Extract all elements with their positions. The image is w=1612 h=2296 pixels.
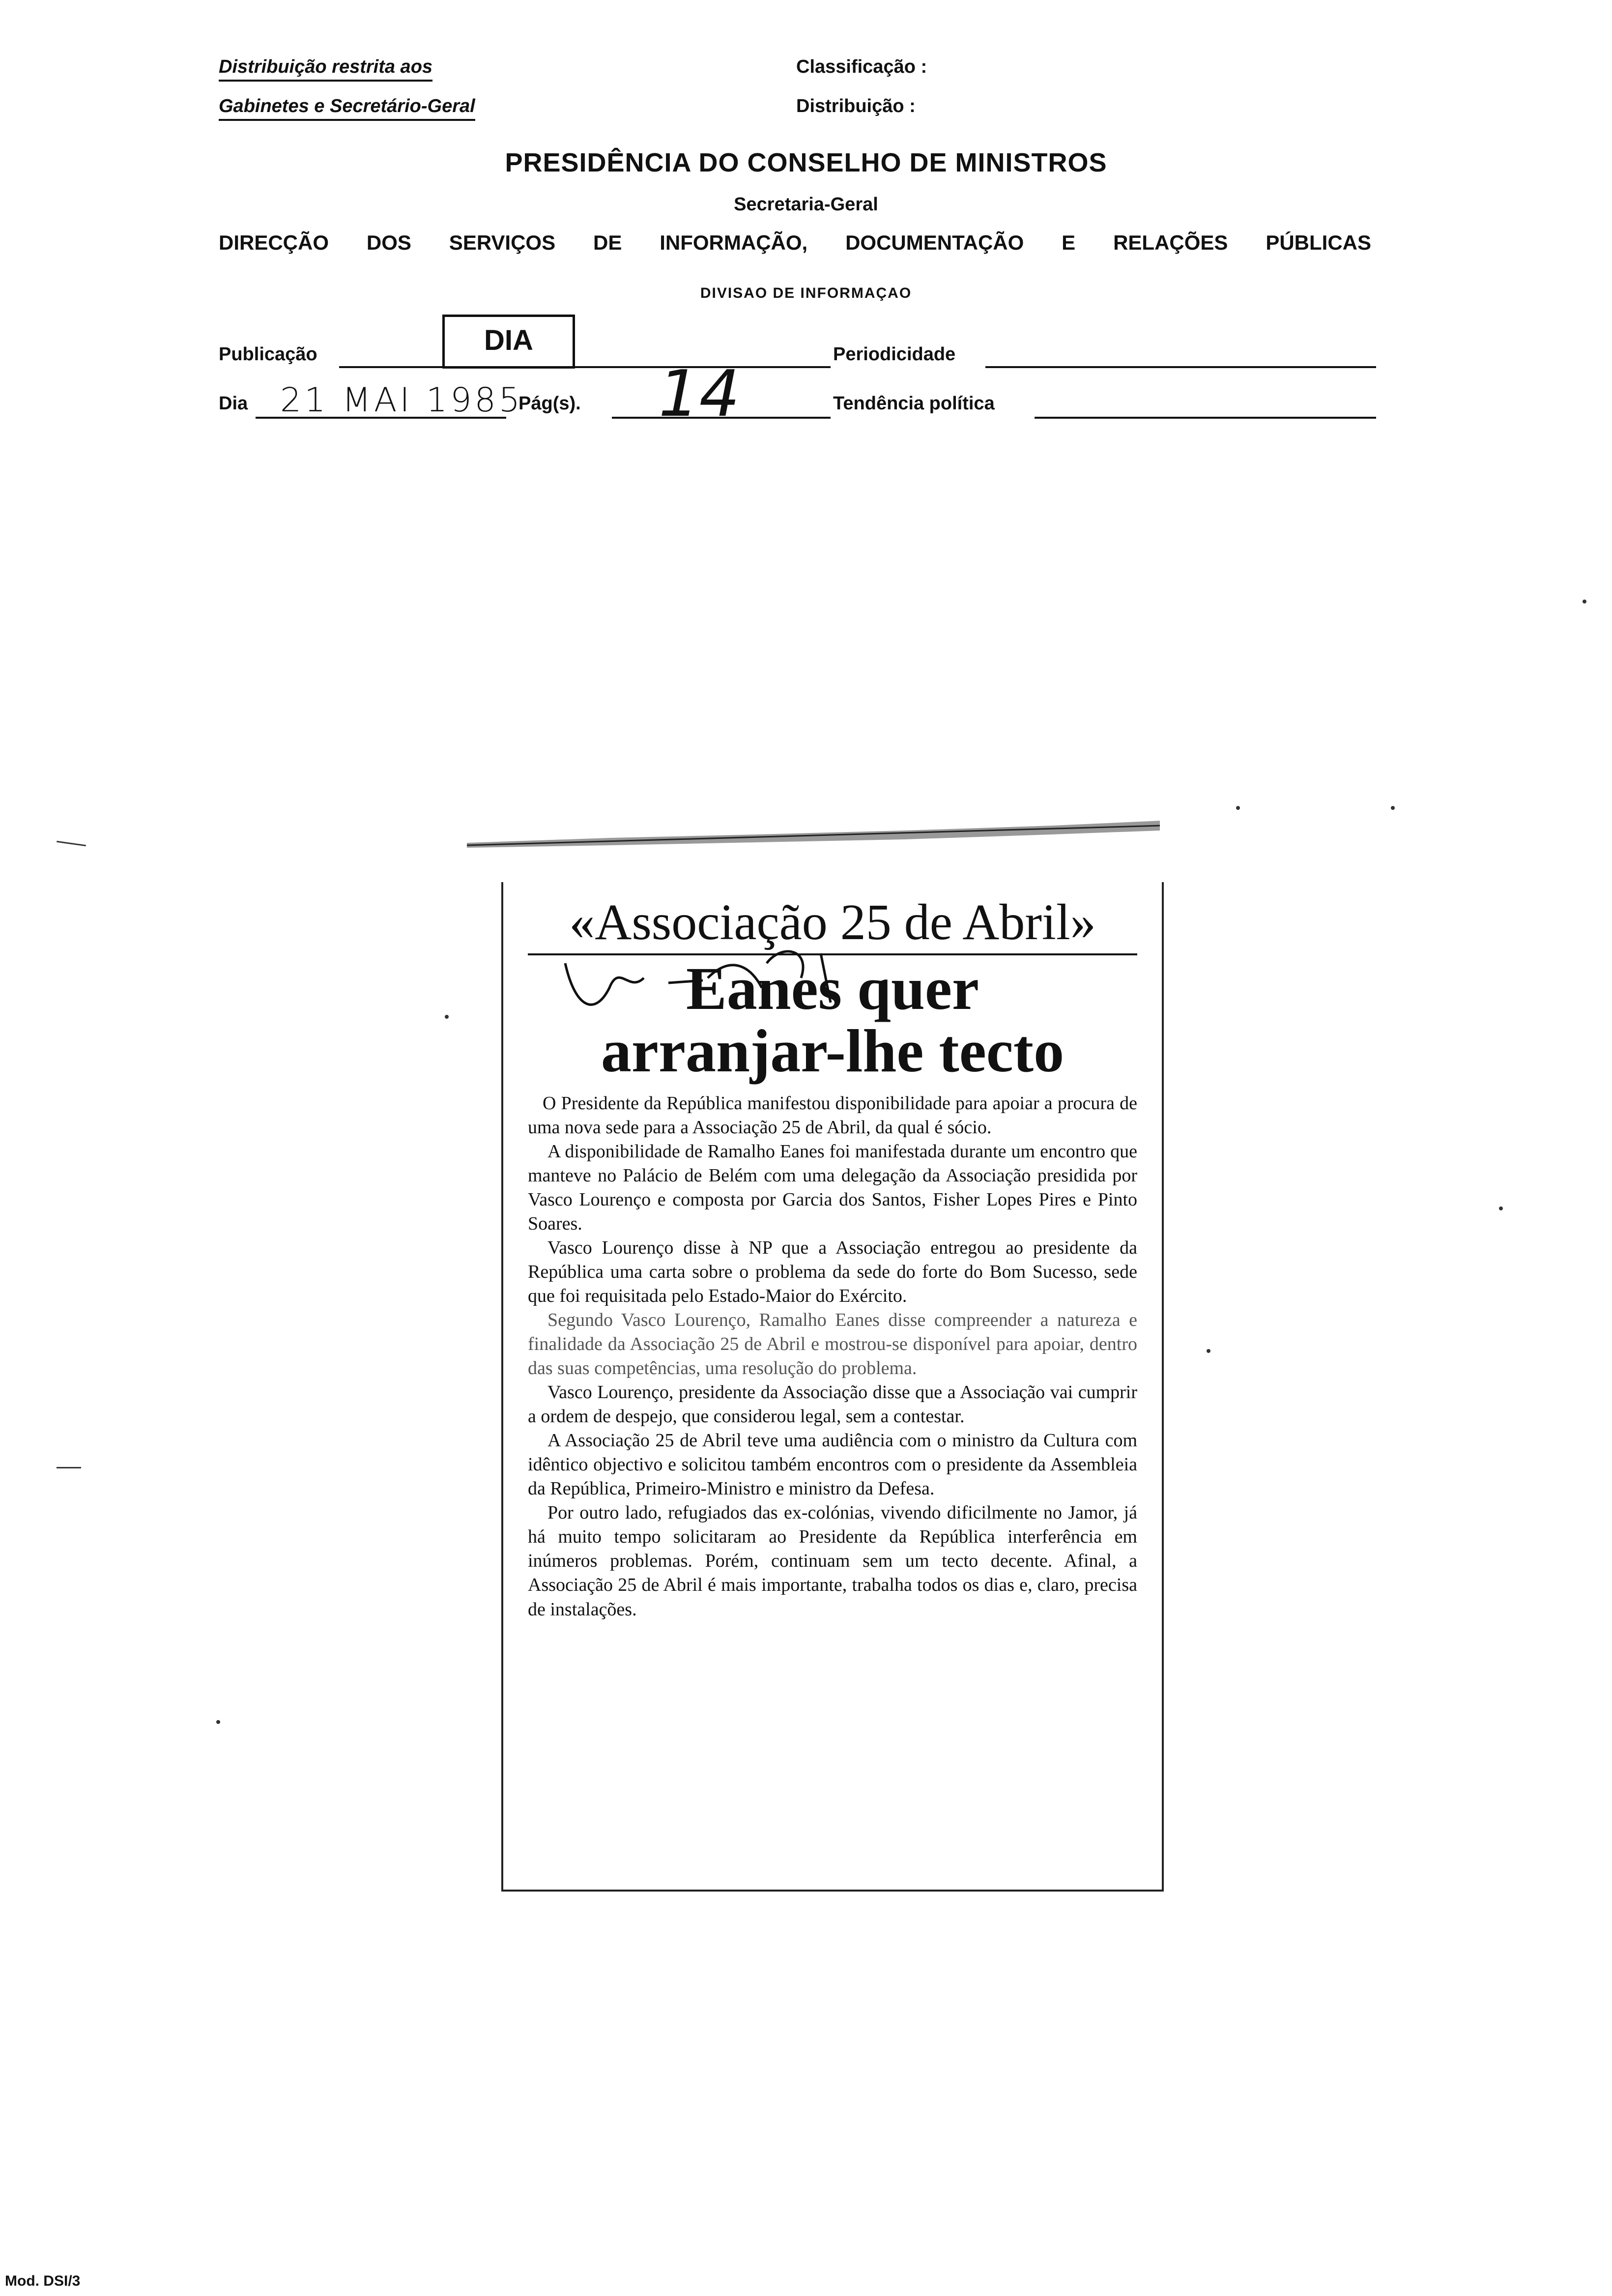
pages-label: Pág(s). [518, 393, 581, 414]
scan-speck [216, 1720, 220, 1724]
article-paragraph: A Associação 25 de Abril teve uma audiência com o ministro da Cultura com idêntico objectivo e solicitou também encontros com o presidente da Assembleia da República, Primeiro-Ministro e ministro da Defesa. [528, 1430, 1137, 1499]
classification-label: Classificação : [796, 57, 927, 77]
article-headline-line1: Eanes quer [686, 955, 979, 1023]
division-label: DIVISAO DE INFORMAÇAO [700, 285, 912, 301]
form-code: Mod. DSI/3 [5, 2273, 81, 2289]
scan-speck [1391, 806, 1395, 810]
article-paragraph: Por outro lado, refugiados das ex-colónias, vivendo dificilmente no Jamor, já há muito tempo solicitaram ao Presidente da República interferência em inúmeros problemas. Porém, continuam sem um tecto decente. Afinal, a Associação 25 de Abril é mais importante, trabalha todos os dias e, claro, precisa de instalações. [528, 1502, 1137, 1620]
article-body [528, 1091, 1137, 1621]
clipping-torn-edge [462, 811, 1175, 850]
restricted-distribution-line1: Distribuição restrita aos [219, 57, 432, 82]
article-paragraph: Vasco Lourenço, presidente da Associação disse que a Associação vai cumprir a ordem de despejo, que considerou legal, sem a contestar. [528, 1382, 1137, 1427]
periodicity-label: Periodicidade [833, 344, 956, 365]
newspaper-clipping [501, 882, 1164, 1892]
article-paragraph: Segundo Vasco Lourenço, Ramalho Eanes disse compreender a natureza e finalidade da Associação 25 de Abril e mostrou-se disponível para apoiar, dentro das suas competências, uma resolução do problema. [528, 1310, 1137, 1379]
direction-line: DIRECÇÃO DOS SERVIÇOS DE INFORMAÇÃO, DOCUMENTAÇÃO E RELAÇÕES PÚBLICAS [219, 231, 1371, 254]
day-stamp: 21 MAI 1985 [280, 381, 523, 420]
scan-speck [1499, 1206, 1503, 1210]
scan-speck [1236, 806, 1240, 810]
scan-mark [57, 1467, 81, 1468]
tendency-label: Tendência política [833, 393, 995, 414]
distribution-label: Distribuição : [796, 96, 916, 116]
publication-label: Publicação [219, 344, 317, 365]
tendency-line [1035, 417, 1376, 419]
org-title: PRESIDÊNCIA DO CONSELHO DE MINISTROS [505, 148, 1107, 177]
scan-speck [1583, 600, 1586, 603]
restricted-distribution-line2: Gabinetes e Secretário-Geral [219, 96, 475, 121]
scan-speck [445, 1015, 449, 1019]
publication-line [339, 366, 831, 368]
article-headline-line2: arranjar-lhe tecto [601, 1017, 1065, 1085]
article-paragraph: Vasco Lourenço disse à NP que a Associação entregou ao presidente da República uma carta sobre o problema da sede do forte do Bom Sucesso, sede que foi requisitada pelo Estado-Maior do Exército. [528, 1237, 1137, 1307]
handwritten-annotation [555, 934, 998, 1032]
scan-speck [1207, 1349, 1210, 1353]
article-paragraph: O Presidente da República manifestou disponibilidade para apoiar a procura de uma nova sede para a Associação 25 de Abril, da qual é sócio. [528, 1093, 1137, 1138]
day-label: Dia [219, 393, 248, 414]
publication-stamp: DIA [442, 315, 575, 369]
scan-mark [57, 841, 86, 846]
article-kicker: «Associação 25 de Abril» [569, 894, 1096, 950]
org-subtitle: Secretaria-Geral [734, 194, 878, 215]
pages-handwritten: 14 [659, 356, 740, 431]
article-paragraph: A disponibilidade de Ramalho Eanes foi manifestada durante um encontro que manteve no Palácio de Belém com uma delegação da Associação presidida por Vasco Lourenço e composta por Garcia dos Santos, Fisher Lopes Pires e Pinto Soares. [528, 1141, 1137, 1234]
periodicity-line [985, 366, 1376, 368]
